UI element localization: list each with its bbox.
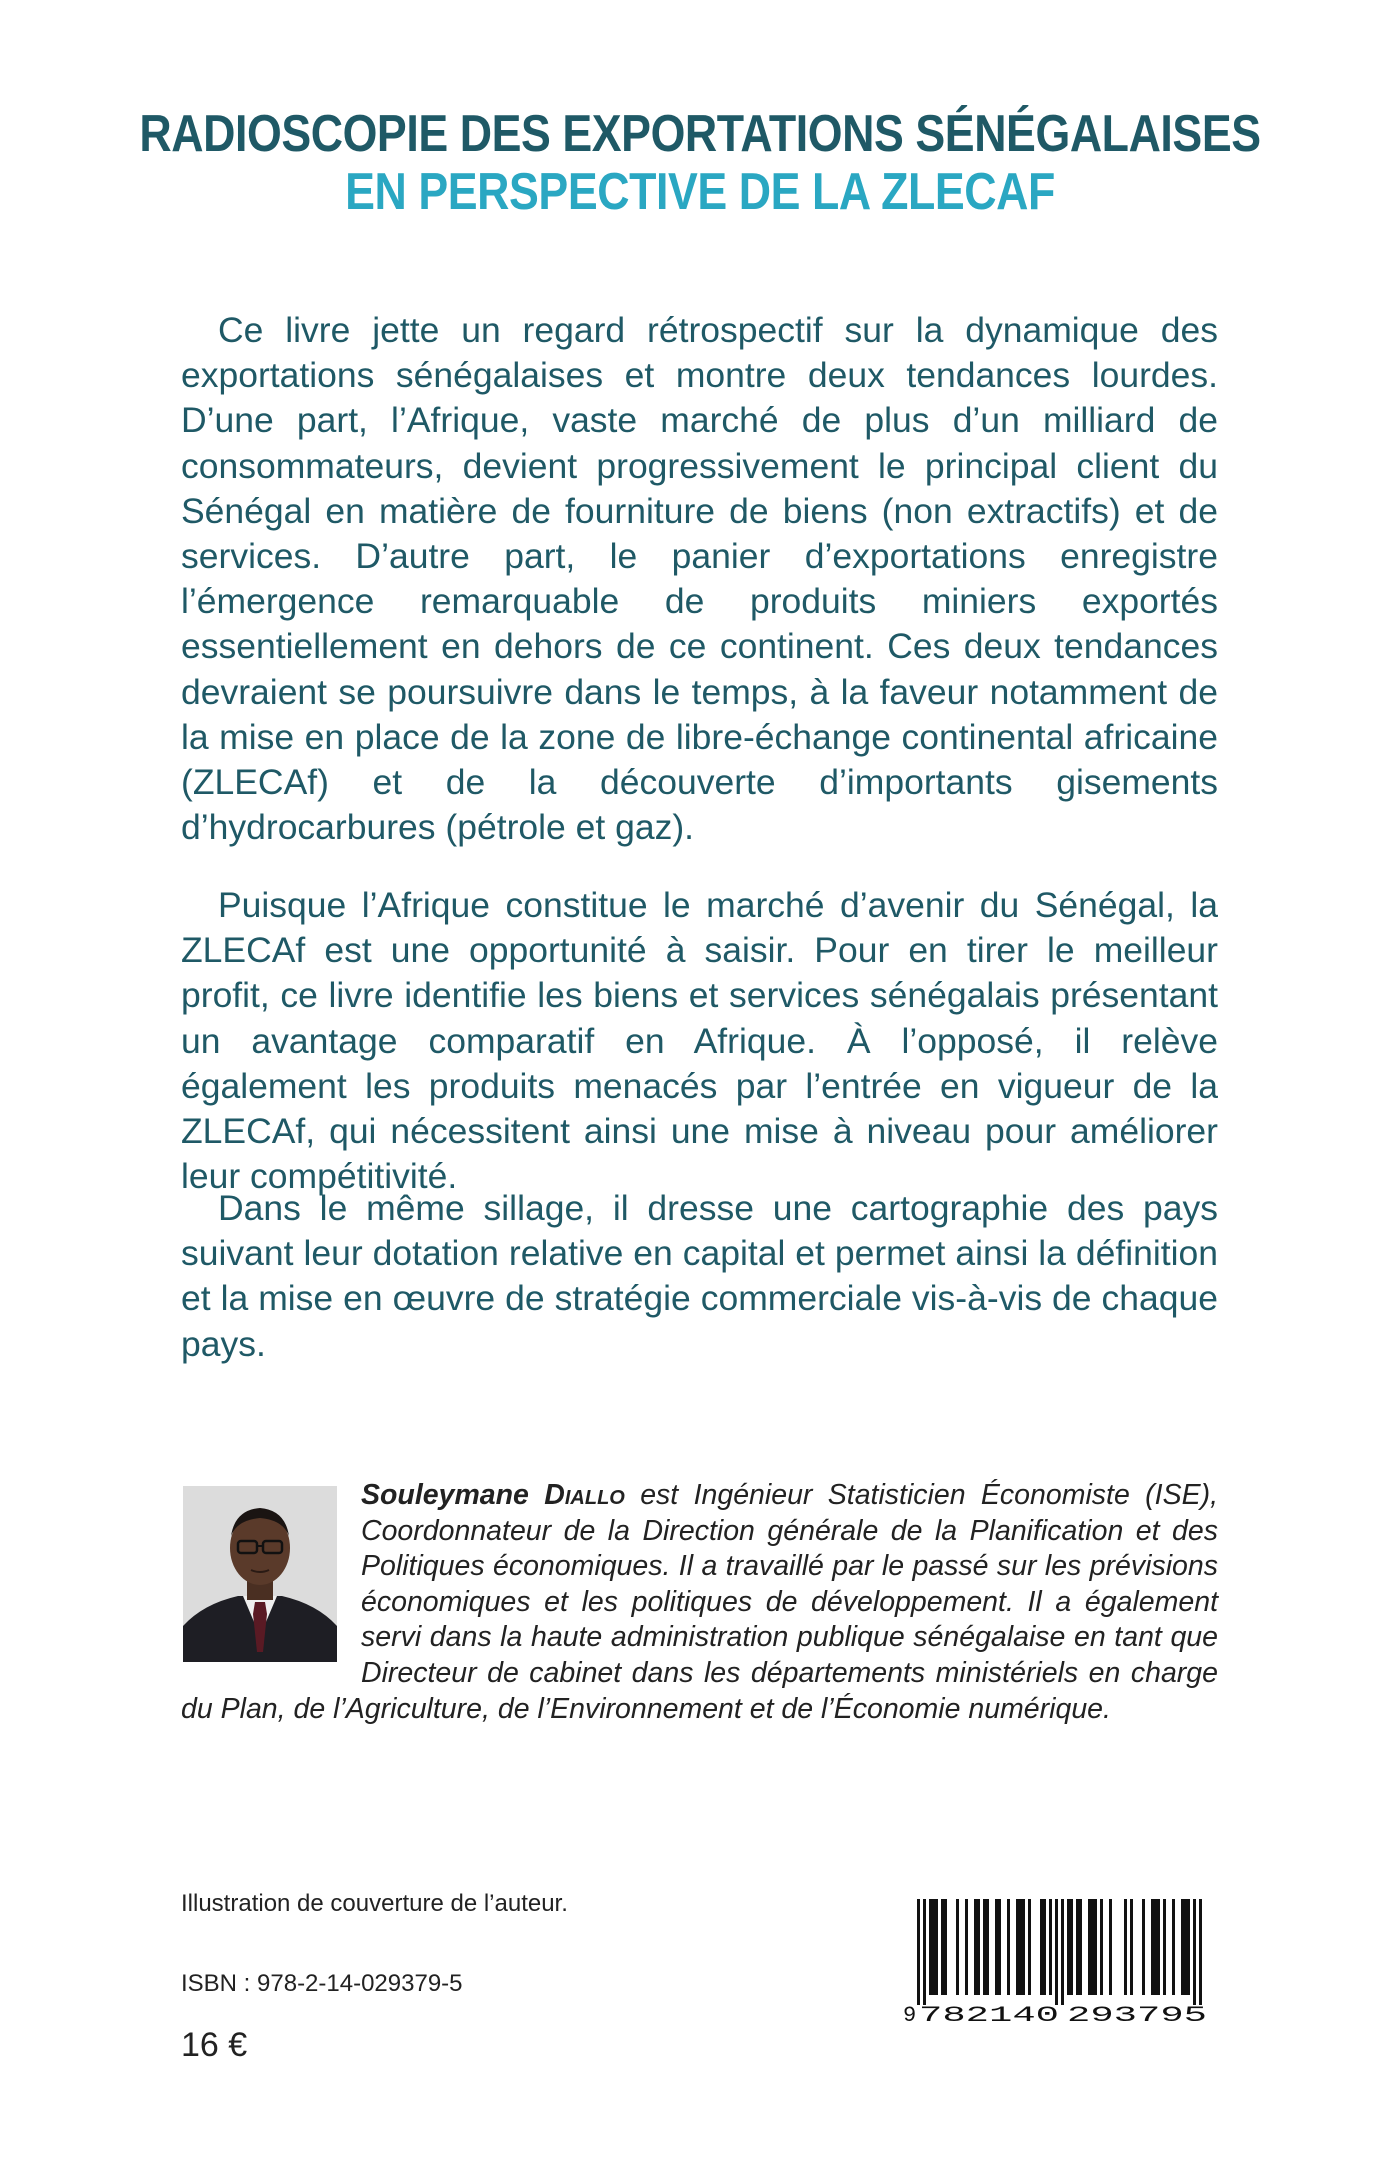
barcode-bar [1049,1899,1052,1995]
barcode-bar [1181,1899,1184,1995]
author-first-name: Souleymane [361,1479,529,1511]
barcode-bar [1142,1899,1145,1995]
barcode-bar [998,1899,1001,1995]
barcode-bar [1022,1899,1025,1995]
barcode-bar [1088,1899,1091,1995]
barcode-bar [1067,1899,1070,1995]
book-title-line-2: EN PERSPECTIVE DE LA ZLECAF [345,163,1055,221]
barcode-bar [995,1899,998,1995]
blurb-paragraph-2: Puisque l’Afrique constitue le marché d’avenir du Sénégal, la ZLECAf est une opportunité à saisir. Pour en tirer le meilleur profit, ce livre identifie les biens et services sénégalais présentant un avantage comparatif en Afrique. À l’opposé, il relève également les produits menacés par l’entrée en vigueur de la ZLECAf, qui nécessitent ainsi une mise à niveau pour améliorer leur compétitivité. [181,885,1218,1197]
barcode-bar [1043,1899,1046,1995]
isbn: ISBN : 978-2-14-029379-5 [181,1970,463,1997]
blurb-paragraph-3: Dans le même sillage, il dresse une cartographie des pays suivant leur dotation relative en capital et permet ainsi la définition et la mise en œuvre de stratégie commerciale vis-à-vis de chaque pays. [181,1188,1218,1364]
barcode-bar [1193,1899,1196,2005]
barcode-bar [1055,1899,1058,2005]
barcode-bar [974,1899,977,1995]
barcode-bar [1187,1899,1190,1995]
barcode-bar [1016,1899,1019,1995]
barcode-bar [1061,1899,1064,2005]
barcode-digit-lead: 9 [903,2003,917,2025]
barcode-bar [983,1899,986,1995]
barcode-bar [1076,1899,1079,1995]
barcode-bar [1157,1899,1160,1995]
barcode-bar [1019,1899,1022,1995]
barcode-bar [1079,1899,1082,1995]
author-bio [181,1478,1218,1727]
barcode-bar [1130,1899,1133,1995]
barcode-bar [1100,1899,1103,1995]
book-title-line-1: RADIOSCOPIE DES EXPORTATIONS SÉNÉGALAISES [139,105,1261,163]
barcode-bar [986,1899,989,1995]
barcode-bar [917,1899,920,2005]
barcode-bar [965,1899,968,1995]
barcode-bar [1184,1899,1187,1995]
barcode-bar [1094,1899,1097,1995]
barcode-bar [1091,1899,1094,1995]
price: 16 € [181,2026,248,2064]
cover-credit: Illustration de couverture de l’auteur. [181,1890,568,1917]
barcode-bar [941,1899,944,1995]
barcode-bar [977,1899,980,1995]
barcode-digits-left: 782140 [919,2003,1059,2025]
barcode-bar [1199,1899,1202,2005]
barcode-bar [1124,1899,1127,1995]
barcode-bar [923,1899,926,2005]
barcode-bar [1007,1899,1010,1995]
barcode-bar [929,1899,932,1995]
barcode-bar [944,1899,947,1995]
photo-spacer [181,1478,361,1660]
barcode-bar [1172,1899,1175,1995]
barcode-digits-right: 293795 [1067,2003,1207,2025]
barcode-bar [932,1899,935,1995]
author-bio-text: est Ingénieur Statisticien Économiste (ISE), Coordonnateur de la Direction générale de la Planification et des Politiques économiques. Il a travaillé par le passé sur les prévisions économiques et les politiques de développement. Il a également servi dans la haute administration publique sénégalaise en tant que Directeur de cabinet dans les départements ministériels en charge du Plan, de l’Agriculture, de l’Environnement et de l’Économie numérique. [181,1479,1219,1725]
author-last-name: Diallo [544,1479,625,1511]
barcode-bar [1151,1899,1154,1995]
barcode-bar [1028,1899,1031,1995]
barcode-bar [1040,1899,1043,1995]
barcode [895,1895,1220,2025]
barcode-bar [1163,1899,1166,1995]
barcode-bar [1109,1899,1112,1995]
barcode-bar [1154,1899,1157,1995]
barcode-bar [956,1899,959,1995]
barcode-bar [935,1899,938,1995]
barcode-bar [1070,1899,1073,1995]
blurb-paragraph-1: Ce livre jette un regard rétrospectif sur la dynamique des exportations sénégalaises et montre deux tendances lourdes. D’une part, l’Afrique, vaste marché de plus d’un milliard de consommateurs, devient progressivement le principal client du Sénégal en matière de fourniture de biens (non extractifs) et de services. D’autre part, le panier d’exportations enregistre l’émergence remarquable de produits miniers exportés essentiellement en dehors de ce continent. Ces deux tendances devraient se poursuivre dans le temps, à la faveur notamment de la mise en place de la zone de libre-échange continental africaine (ZLECAf) et de la découverte d’importants gisements d’hydrocarbures (pétrole et gaz). [181,310,1218,848]
